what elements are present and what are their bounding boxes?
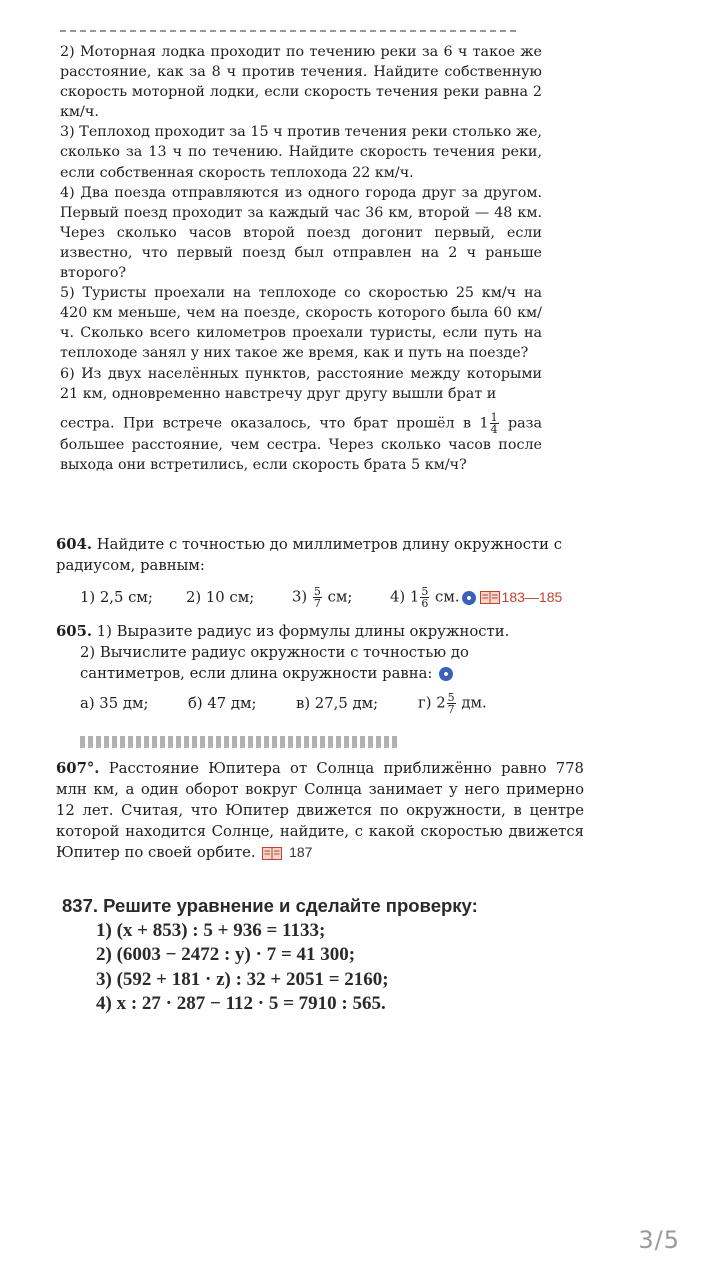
- equation-4: 4) x : 27 · 287 − 112 · 5 = 7910 : 565.: [96, 993, 386, 1014]
- fraction-numerator: 5: [447, 691, 455, 704]
- task-605-text-1: 1) Выразите радиус из формулы длины окружности.: [96, 623, 510, 640]
- task-605-options: [56, 692, 576, 715]
- task-607: [56, 758, 584, 863]
- problem-4: 4) Два поезда отправляются из одного города друг за другом. Первый поезд проходит за каждый час 36 км, второй — 48 км. Через сколько часов второй поезд догонит первый, если известно, что первый поезд был отправлен на 2 ч раньше второго?: [60, 184, 542, 282]
- fraction-denominator: 7: [447, 703, 455, 716]
- option-3-prefix: 3): [292, 588, 308, 606]
- option-d: [418, 692, 487, 715]
- option-4-fraction: [420, 586, 429, 609]
- option-2: 2) 10 см;: [186, 589, 255, 606]
- disc-icon: [462, 591, 476, 605]
- problem-6-text-2: раза большее расстояние, чем сестра. Через сколько часов после выхода они встретились, если скорость брата 5 км/ч?: [60, 415, 542, 473]
- option-4: [390, 586, 460, 609]
- task-604: [56, 534, 576, 609]
- fraction-denominator: 6: [421, 597, 429, 610]
- option-4-prefix: 4) 1: [390, 588, 420, 606]
- option-d-fraction: [447, 692, 456, 715]
- disc-icon: [439, 667, 453, 681]
- option-d-prefix: г) 2: [418, 694, 446, 712]
- option-b: б) 47 дм;: [188, 695, 257, 712]
- page-reference: 183—185: [501, 589, 563, 605]
- option-1: 1) 2,5 см;: [80, 589, 153, 606]
- task-604-statement: [56, 534, 576, 576]
- option-3-fraction: [313, 586, 322, 609]
- option-d-unit: дм.: [461, 694, 487, 712]
- fraction-denominator: 7: [313, 597, 321, 610]
- task-607-number: 607°.: [56, 760, 100, 777]
- task-605: [56, 621, 576, 715]
- task-605-number: 605.: [56, 623, 93, 640]
- fraction-one-quarter: [490, 412, 499, 435]
- task-604-options: [56, 586, 576, 609]
- fraction-numerator: 5: [421, 585, 429, 598]
- page-reference: 187: [289, 844, 313, 860]
- cropped-line: [80, 736, 400, 748]
- problem-5: 5) Туристы проехали на теплоходе со скоростью 25 км/ч на 420 км меньше, чем на поезде, скорость которого была 60 км/ч. Сколько всего километров проехали туристы, если путь на теплоходе занял у них такое же время, как и путь на поезде?: [60, 285, 542, 362]
- task-837-title: Решите уравнение и сделайте проверку:: [103, 895, 478, 916]
- problem-6-part-a: 6) Из двух населённых пунктов, расстояние между которыми 21 км, одновременно навстречу друг другу вышли брат и: [60, 365, 542, 402]
- book-icon: [480, 591, 500, 604]
- equation-2: 2) (6003 − 2472 : y) · 7 = 41 300;: [96, 944, 356, 965]
- option-a: а) 35 дм;: [80, 695, 149, 712]
- page-counter: 3/5: [638, 1226, 680, 1254]
- problem-3: 3) Теплоход проходит за 15 ч против течения реки столько же, сколько за 13 ч по течению. Найдите скорость течения реки, если собственная скорость теплохода 22 км/ч.: [60, 124, 542, 181]
- task-604-text: Найдите с точностью до миллиметров длину окружности с радиусом, равным:: [56, 536, 563, 574]
- book-icon: [262, 847, 282, 860]
- problem-6-part-b: [60, 412, 542, 475]
- fraction-denominator: 4: [490, 422, 498, 436]
- problems-block: [60, 42, 542, 475]
- option-3: [292, 586, 390, 609]
- option-3-unit: см;: [327, 588, 353, 606]
- task-837: [62, 894, 522, 1017]
- problem-6-text-1: сестра. При встрече оказалось, что брат прошёл в 1: [60, 415, 489, 432]
- fraction-numerator: 5: [313, 585, 321, 598]
- task-605-text-2: 2) Вычислите радиус окружности с точностью до сантиметров, если длина окружности равна:: [80, 644, 469, 682]
- task-604-number: 604.: [56, 536, 93, 553]
- task-837-heading: [62, 894, 522, 919]
- task-607-statement: [56, 758, 584, 863]
- equation-3: 3) (592 + 181 · z) : 32 + 2051 = 2160;: [96, 968, 389, 990]
- task-607-text: Расстояние Юпитера от Солнца приближённо равно 778 млн км, а один оборот вокруг Солнца занимает у него примерно 12 лет. Считая, что Юпитер движется по окружности, в центре которой находится Солнце, найдите, с какой скоростью движется Юпитер по своей орбите.: [56, 760, 584, 861]
- equation-1: 1) (x + 853) : 5 + 936 = 1133;: [96, 919, 326, 941]
- problem-2: 2) Моторная лодка проходит по течению реки за 6 ч такое же расстояние, как за 8 ч против течения. Найдите собственную скорость моторной лодки, если скорость течения реки равна 2 км/ч.: [60, 44, 542, 121]
- fraction-numerator: 1: [490, 410, 498, 424]
- task-605-line-1: [56, 621, 576, 642]
- task-605-line-2: [56, 642, 576, 684]
- cropped-line: [60, 30, 520, 32]
- option-4-unit: см.: [435, 588, 460, 606]
- option-c: в) 27,5 дм;: [296, 695, 379, 712]
- task-837-number: 837.: [62, 895, 99, 916]
